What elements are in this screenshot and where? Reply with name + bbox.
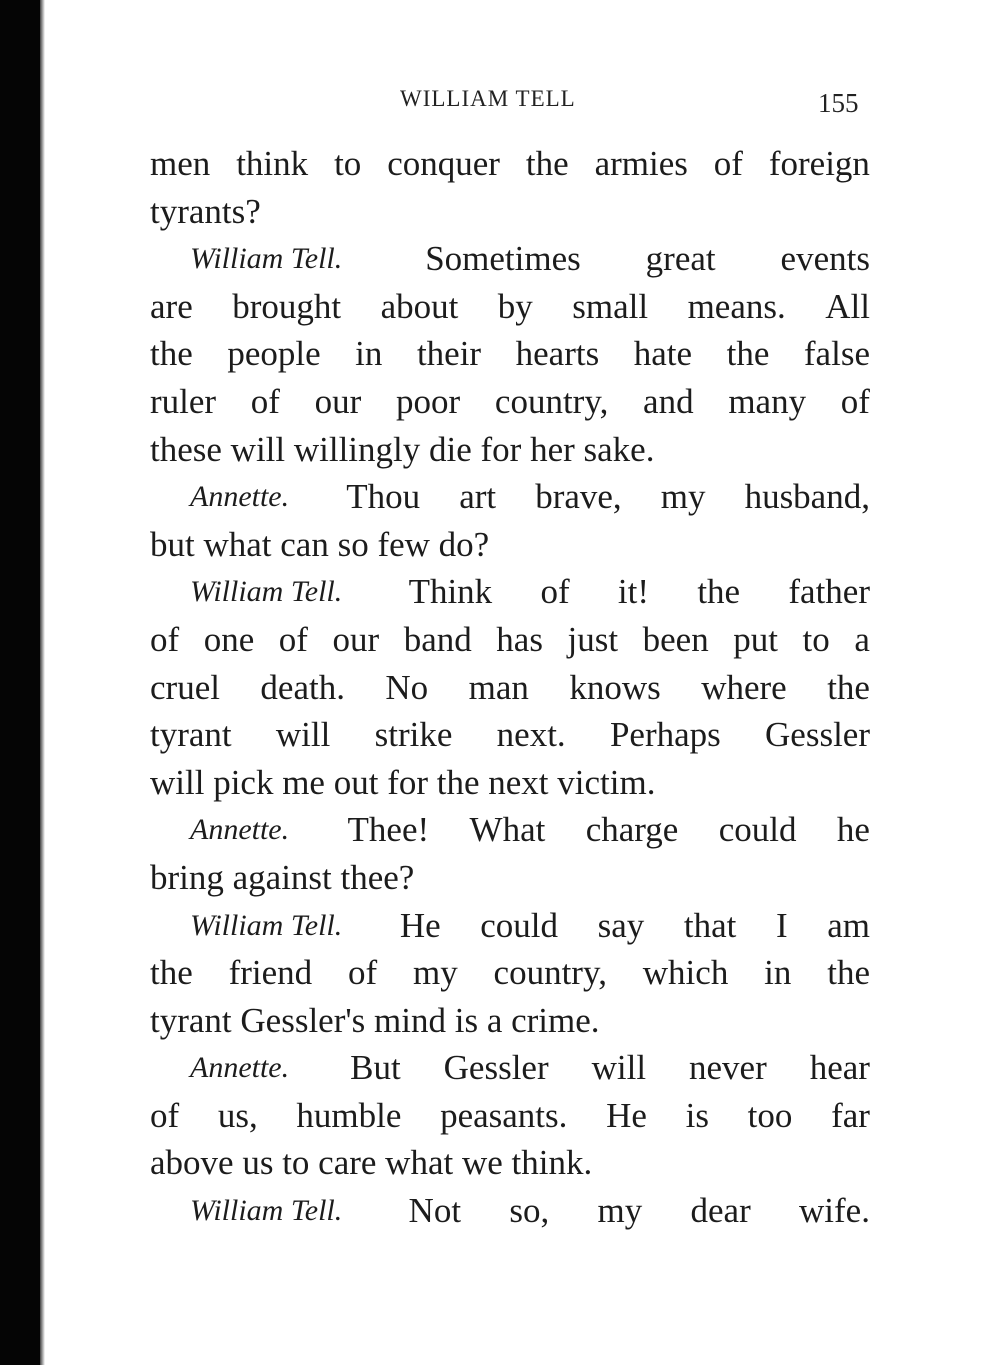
word: Thou [346, 477, 421, 517]
text-line [150, 140, 870, 188]
word: by [497, 286, 533, 326]
word: poor [396, 381, 461, 421]
word: us, [217, 1095, 258, 1135]
word: the [525, 144, 569, 183]
word: armies [594, 144, 688, 183]
word: charge [585, 810, 679, 850]
word: false [803, 334, 870, 374]
word: of [250, 381, 280, 421]
word: the [827, 667, 870, 707]
text-line [150, 854, 870, 902]
word: in [355, 334, 383, 374]
word: will [275, 715, 331, 755]
word: a [854, 619, 870, 659]
speaker-name: William Tell. [190, 242, 343, 276]
word: my [660, 477, 706, 517]
word: put [733, 619, 778, 659]
word: Not [408, 1191, 462, 1231]
word: He [399, 905, 441, 945]
word: of [840, 381, 870, 421]
word: to [802, 619, 830, 659]
word: so, [509, 1191, 550, 1231]
word: small [572, 286, 649, 326]
running-head: WILLIAM TELL [400, 86, 576, 111]
text-line [150, 1044, 870, 1092]
text-line [150, 902, 870, 950]
word: has [496, 619, 543, 659]
word: What [469, 810, 546, 850]
word: ruler [150, 381, 217, 421]
word: the [150, 334, 193, 374]
word: Gessler [765, 715, 870, 755]
line-text: but what can so few do? [150, 524, 490, 564]
text-line [150, 283, 870, 331]
word: about [380, 286, 459, 326]
word: of [713, 144, 743, 183]
spine-edge-gradient [40, 0, 45, 1365]
line-text: these will willingly die for her sake. [150, 429, 655, 469]
word: brave, [535, 477, 622, 517]
text-line [150, 235, 870, 283]
word: it! [617, 572, 650, 612]
word: been [642, 619, 709, 659]
word: am [827, 905, 870, 945]
word: peasants. [440, 1095, 568, 1135]
text-line [150, 521, 870, 569]
word: men [150, 144, 211, 183]
text-line [150, 711, 870, 759]
book-spine-shadow [0, 0, 40, 1365]
word: great [645, 239, 716, 279]
word: country, [493, 953, 607, 993]
word: country, [494, 381, 609, 421]
text-line [150, 806, 870, 854]
word: band [403, 619, 472, 659]
word: many [728, 381, 807, 421]
word: far [831, 1095, 870, 1135]
word: hear [809, 1048, 870, 1088]
word: my [412, 953, 458, 993]
word: their [416, 334, 482, 374]
word: my [597, 1191, 643, 1231]
word: our [314, 381, 362, 421]
word: he [836, 810, 870, 850]
word: No [385, 667, 429, 707]
word: brought [232, 286, 342, 326]
word: will [591, 1048, 647, 1088]
page-number: 155 [818, 88, 859, 118]
word: hate [633, 334, 693, 374]
speaker-name: Annette. [190, 480, 290, 514]
word: conquer [387, 144, 500, 183]
word: is [685, 1095, 709, 1135]
word: Thee! [347, 810, 430, 850]
text-line [150, 1092, 870, 1140]
word: think [236, 144, 309, 183]
word: our [332, 619, 380, 659]
word: friend [228, 953, 313, 993]
word: events [780, 239, 870, 279]
word: where [701, 667, 787, 707]
word: just [567, 619, 619, 659]
text-line [150, 1139, 870, 1187]
word: say [597, 905, 645, 945]
word: Gessler [443, 1048, 549, 1088]
text-line [150, 759, 870, 807]
text-line [150, 330, 870, 378]
word: in [764, 953, 792, 993]
text-line [150, 949, 870, 997]
text-line [150, 473, 870, 521]
word: dear [690, 1191, 751, 1231]
text-line [150, 568, 870, 616]
word: the [697, 572, 741, 612]
page-body [150, 140, 870, 1235]
word: Think [408, 572, 493, 612]
word: All [825, 286, 870, 326]
word: and [643, 381, 694, 421]
word: next. [496, 715, 566, 755]
line-text: bring against thee? [150, 857, 415, 897]
word: that [683, 905, 737, 945]
word: wife. [799, 1191, 870, 1231]
word: He [606, 1095, 647, 1135]
word: could [480, 905, 559, 945]
text-line [150, 664, 870, 712]
speaker-name: William Tell. [190, 575, 343, 609]
line-text: above us to care what we think. [150, 1143, 593, 1183]
text-line [150, 378, 870, 426]
word: the [726, 334, 770, 374]
text-line [150, 616, 870, 664]
word: But [350, 1048, 401, 1088]
word: which [642, 953, 729, 993]
speaker-name: Annette. [190, 1051, 290, 1085]
text-line [150, 188, 870, 236]
word: Sometimes [425, 239, 581, 279]
word: never [689, 1048, 767, 1088]
word: hearts [515, 334, 600, 374]
word: to [334, 144, 362, 183]
word: of [150, 619, 180, 659]
word: humble [296, 1095, 402, 1135]
word: the [827, 953, 870, 993]
word: father [788, 572, 870, 612]
word: the [150, 953, 193, 993]
word: Perhaps [609, 715, 721, 755]
word: of [540, 572, 570, 612]
word: of [150, 1095, 180, 1135]
word: means. [687, 286, 786, 326]
word: cruel [150, 667, 220, 707]
speaker-name: Annette. [190, 813, 290, 847]
word: of [278, 619, 308, 659]
line-text: tyrants? [150, 191, 261, 231]
speaker-name: William Tell. [190, 908, 343, 942]
word: death. [260, 667, 345, 707]
word: I [775, 905, 788, 945]
word: man [468, 667, 529, 707]
word: strike [374, 715, 453, 755]
word: foreign [768, 144, 870, 183]
word: people [227, 334, 321, 374]
word: knows [569, 667, 661, 707]
text-line [150, 997, 870, 1045]
line-text: tyrant Gessler's mind is a crime. [150, 1000, 600, 1040]
word: tyrant [150, 715, 232, 755]
line-text: will pick me out for the next victim. [150, 762, 656, 802]
speaker-name: William Tell. [190, 1194, 343, 1228]
word: art [459, 477, 497, 517]
word: could [718, 810, 797, 850]
word: husband, [744, 477, 870, 517]
word: are [150, 286, 193, 326]
word: one [203, 619, 255, 659]
text-line [150, 426, 870, 474]
word: of [348, 953, 378, 993]
word: too [747, 1095, 793, 1135]
text-line [150, 1187, 870, 1235]
